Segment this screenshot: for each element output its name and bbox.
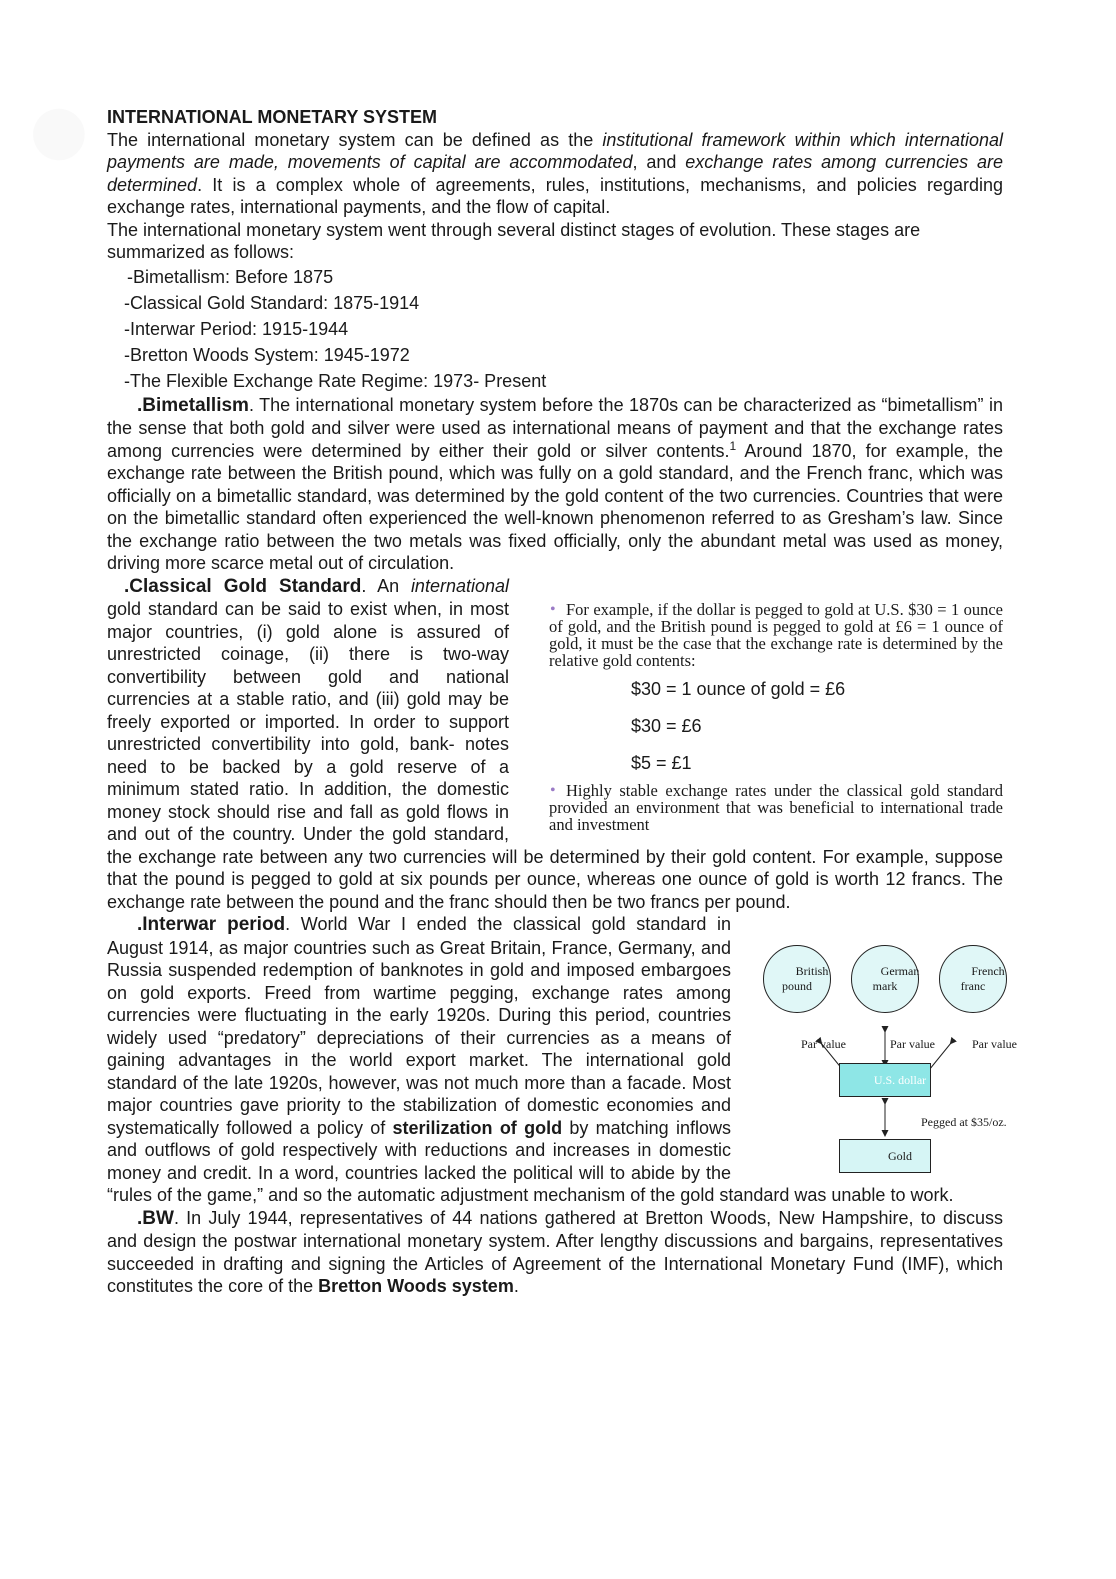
interwar-heading: .Interwar period (137, 914, 286, 935)
classical-heading: .Classical Gold Standard (124, 575, 362, 597)
equation-2: $30 = £6 (631, 715, 702, 736)
list-item: -Classical Gold Standard: 1875-1914 (124, 292, 420, 313)
page-title: INTERNATIONAL MONETARY SYSTEM (107, 107, 438, 127)
intro-paragraph: The international monetary system can be defined as the institutional framework within which international payments are made, movements of capital are accommodated, and exchange rates among currencies are determined. It is a complex whole of agreements, rules, institutions, mechanisms, and policies regarding exchange rates, international payments, and the flow of capital. (107, 129, 1003, 217)
equation-3: $5 = £1 (631, 752, 692, 773)
classical-paragraph: • For example, if the dollar is pegged to gold at U.S. $30 = 1 ounce of gold, and the British pound is pegged to gold at £6 = 1 ounce of gold, it must be the case that the exchange rate is determined by the relative gold contents: $30 = 1 ounce of gold = £6 $30 = £6 $5 = £1 • Highly stable exchange rates under the classical gold standard provided an environment that was beneficial to international trade and investment .Classical Gold Standard. An international gold standard can be said to exist when, in most major countries, (i) gold alone is assured of unrestricted coinage, (ii) there is two-way convertibility between gold and national currencies at a stable ratio, and (iii) gold may be freely exported or imported. In order to support unrestricted convertibility into gold, bank- notes need to be backed by a gold reserve of a minimum stated ratio. In addition, the domestic money stock should rise and fall as gold flows in and out of the country. Under the gold standard, the exchange rate between any two currencies will be determined by their gold content. For example, suppose that the pound is pegged to gold at six pounds per ounce, whereas one ounce of gold is worth 12 francs. The exchange rate between the pound and the franc should then be two francs per pound. (107, 575, 1003, 914)
list-item: -Bimetallism: Before 1875 (127, 266, 334, 287)
equation-1: $30 = 1 ounce of gold = £6 (631, 678, 846, 699)
classical-sidebar (529, 601, 1003, 833)
pegged-label: Pegged at $35/oz. (921, 1115, 1007, 1129)
par-value-label: Par value (801, 1037, 846, 1051)
stages-list (107, 264, 1003, 394)
bimetallism-heading: .Bimetallism (137, 394, 249, 416)
footnote-marker: 1 (729, 438, 737, 453)
french-franc-node: French franc (939, 945, 1007, 1013)
stages-intro: The international monetary system went through several distinct stages of evolution. These stages are summarized as follows: (107, 219, 921, 262)
us-dollar-node: U.S. dollar (839, 1063, 931, 1097)
list-item: -The Flexible Exchange Rate Regime: 1973- Present (124, 370, 547, 391)
bimetallism-paragraph: .Bimetallism. The international monetary system before the 1870s can be characterized as “bimetallism” in the sense that both gold and silver were used as international means of payment and that the exchange rates among currencies were determined by either their gold or silver contents.$^1$ Around 1870, for example, the exchange rate between the British pound, which was fully on a gold standard, and the French franc, which was officially on a bimetallic standard, was determined by the gold content of the two currencies. Countries that were on the bimetallic standard often experienced the well-known phenomenon referred to as Gresham’s law. Since the exchange ratio between the two metals was fixed officially, only the abundant metal was used as money, driving more scarce metal out of circulation. (107, 394, 1003, 573)
interwar-paragraph: British pound German mark French franc Par value Par value Par value U.S. dollar Pegged at $35/oz. Gold .Interwar period. World War I ended the classical gold standard in August 1914, as major countries such as Great Britain, France, Germany, and Russia suspended redemption of banknotes in gold and imposed embargoes on gold exports. Freed from wartime pegging, exchange rates among currencies were fluctuating in the early 1920s. During this period, countries widely used “predatory” depreciations of their currencies as a means of gaining advantages in the world export market. The international gold standard of the late 1920s, however, was not much more than a facade. Most major countries gave priority to the stabilization of domestic economies and systematically followed a policy of sterilization of gold by matching inflows and outflows of gold respectively with reductions and increases in domestic money and credit. In a word, countries lacked the political will to abide by the “rules of the game,” and so the automatic adjustment mechanism of the gold standard was unable to work. (107, 914, 1017, 1205)
gold-node: Gold (839, 1139, 931, 1173)
german-mark-node: German mark (851, 945, 919, 1013)
list-item: -Bretton Woods System: 1945-1972 (124, 344, 410, 365)
british-pound-node: British pound (763, 945, 831, 1013)
bw-heading: .BW (137, 1207, 174, 1229)
sidebar-bullet-1: • For example, if the dollar is pegged to gold at U.S. $30 = 1 ounce of gold, and the British pound is pegged to gold at £6 = 1 ounce of gold, it must be the case that the exchange rate is determined by the relative gold contents: (529, 601, 1003, 669)
sidebar-bullet-2: • Highly stable exchange rates under the classical gold standard provided an environment that was beneficial to international trade and investment (529, 782, 1003, 833)
par-value-label: Par value (972, 1037, 1017, 1051)
list-item: -Interwar Period: 1915-1944 (124, 318, 349, 339)
bretton-woods-paragraph: .BW. In July 1944, representatives of 44 nations gathered at Bretton Woods, New Hampshire, to discuss and design the postwar international monetary system. After lengthy discussions and bargains, representatives succeeded in drafting and signing the Articles of Agreement of the International Monetary Fund (IMF), which constitutes the core of the Bretton Woods system. (107, 1207, 1003, 1296)
par-value-label: Par value (890, 1037, 935, 1051)
document-body (107, 106, 1017, 1298)
bretton-woods-diagram (749, 937, 1017, 1181)
